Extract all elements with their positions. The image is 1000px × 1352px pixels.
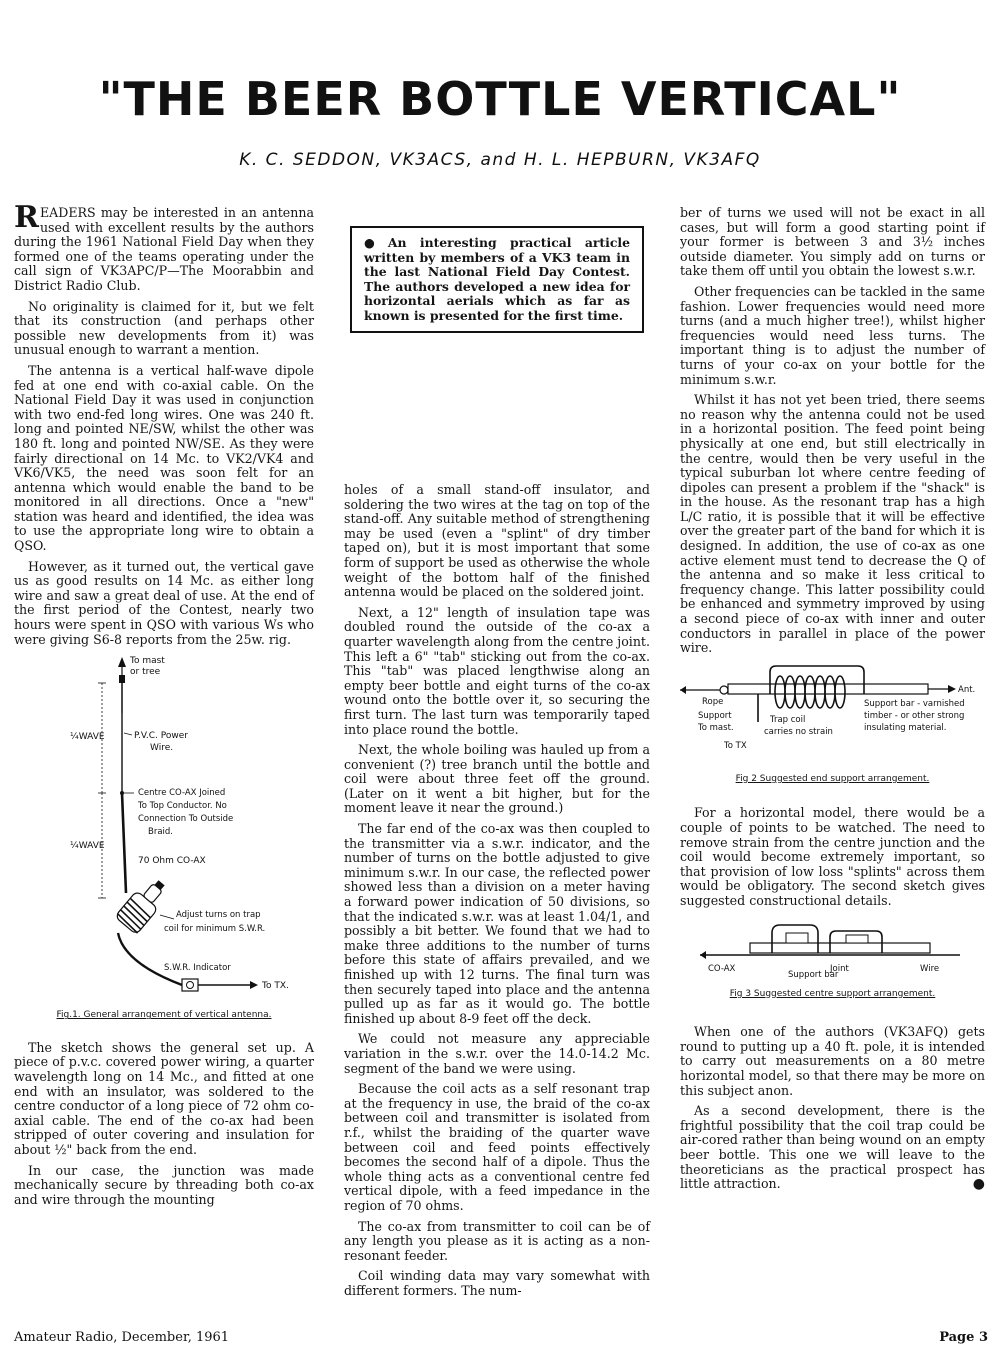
fig3-label-coax: CO-AX <box>708 963 736 974</box>
fig1-label-quarter-wave-top: ¼WAVE <box>70 732 105 743</box>
article-title: "THE BEER BOTTLE VERTICAL" <box>98 72 902 126</box>
fig2-label-bar1: Support bar - varnished <box>864 698 965 709</box>
fig3-label-joint: Joint <box>830 963 849 974</box>
paragraph-text: As a second development, there is the frightful possibility that the coil trap could be air-cored rather than being wound on an empty beer bottle. This one we will leave to the theoreticians as the practical prospect has little attraction. <box>680 1103 985 1192</box>
paragraph: No originality is claimed for it, but we felt that its construction (and perhaps other possible new developments from it) was unusual enough to warrant a mention. <box>14 298 314 358</box>
column-1 <box>14 200 314 1213</box>
fig1-label-centre2: To Top Conductor. No <box>138 801 227 812</box>
fig1-label-coax: 70 Ohm CO-AX <box>138 856 206 867</box>
fig2-label-rope: Rope <box>702 696 724 707</box>
paragraph <box>680 1104 985 1192</box>
fig2-label-support: Support <box>698 710 732 721</box>
figure-2-end-support <box>680 662 985 772</box>
fig1-label-centre4: Braid. <box>148 827 173 838</box>
fig2-label-bar3: insulating material. <box>864 722 947 733</box>
figure-1-vertical-antenna <box>14 653 314 1008</box>
fig3-label-wire: Wire <box>920 963 940 974</box>
fig1-label-tree: or tree <box>130 667 161 678</box>
paragraph: We could not measure any appreciable variation in the s.w.r. over the 14.0-14.2 Mc. segment of the band we were using. <box>344 1031 650 1076</box>
paragraph: The sketch shows the general set up. A piece of p.v.c. covered power wiring, a quarter wavelength long on 14 Mc., and fitted at one end with an insulator, was soldered to the centre conductor of a long piece of 72 ohm co-axial cable. The end of the co-ax had been stripped of outer covering and insulation for about ½" back from the end. <box>14 1039 314 1157</box>
figure-3-caption: Fig 3 Suggested centre support arrangement. <box>729 988 936 999</box>
fig1-label-centre3: Connection To Outside <box>138 814 234 825</box>
paragraph: Next, a 12" length of insulation tape was doubled round the outside of the co-ax a quarter wavelength along from the centre joint. This left a 6" "tab" sticking out from the co-ax. This "tab" was placed lengthwise along an empty beer bottle and eight turns of the co-ax wound onto the bottle over it, so securing the first turn. The last turn was temporarily taped into place round the bottle. <box>344 604 650 737</box>
figure-3-centre-support <box>680 915 985 985</box>
figure-1-caption: Fig.1. General arrangement of vertical antenna. <box>56 1010 272 1021</box>
paragraph: ber of turns we used will not be exact in all cases, but will form a good starting point if your former is between 3 and 3½ inches outside diameter. You simply add on turns or take them off until you obtain the lowest s.w.r. <box>680 205 985 279</box>
bullet-icon: ● <box>364 235 384 250</box>
paragraph: Other frequencies can be tackled in the same fashion. Lower frequencies would need more turns (and a much higher tree!), whilst higher frequencies would need less turns. The important thing is to adjust the number of turns of your co-ax on your bottle for the minimum s.w.r. <box>680 283 985 387</box>
paragraph: Because the coil acts as a self resonant trap at the frequency in use, the braid of the co-ax between coil and transmitter is isolated from r.f., whilst the braiding of the quarter wave between coil and feed points effectively becomes the second half of a dipole. Thus the whole thing acts as a conventional centre fed vertical dipole, with a feed impedance in the region of 70 ohms. <box>344 1081 650 1213</box>
paragraph: In our case, the junction was made mechanically secure by threading both co-ax and wire through the mounting <box>14 1162 314 1207</box>
fig1-label-adjust1: Adjust turns on trap <box>176 910 261 921</box>
paragraph: The antenna is a vertical half-wave dipole fed at one end with co-axial cable. On the National Field Day it was used in conjunction with two end-fed long wires. One was 240 ft. long and pointed NE/SW, whilst the other was 180 ft. long and pointed NW/SE. As they were fairly directional on 14 Mc. to VK2/VK4 and VK6/VK5, the need was soon felt for an antenna which would enable the band to be monitored in all directions. Once a "new" station was heard and identified, the idea was to use the appropriate long wire to obtain a QSO. <box>14 362 314 554</box>
paragraph: holes of a small stand-off insulator, and soldering the two wires at the tag on top of the stand-off. Any suitable method of strengthening may be used (even a "splint" of dry timber taped on), but it is most important that some form of support be used as otherwise the whole weight of the bottom half of the finished antenna would be placed on the soldered joint. <box>344 482 650 600</box>
fig1-label-swr: S.W.R. Indicator <box>164 963 231 974</box>
callout-text: An interesting practical article written by members of a VK3 team in the last National Field Day Contest. The authors developed a new idea for horizontal aerials which as far as known is presented for the first time. <box>364 235 630 323</box>
paragraph: The co-ax from transmitter to coil can be of any length you please as it is acting as a non-resonant feeder. <box>344 1218 650 1263</box>
column-2 <box>344 206 650 1304</box>
fig2-label-totx: To TX <box>724 740 747 751</box>
paragraph <box>14 200 314 294</box>
fig2-label-trap1: Trap coil <box>770 714 806 725</box>
column-3 <box>680 206 985 1198</box>
fig1-label-tx: To TX. <box>262 981 289 992</box>
fig1-label-pvc1: P.V.C. Power <box>134 731 188 742</box>
end-mark-icon: ● <box>972 1176 985 1193</box>
footer-page-number: Page 3 <box>939 1330 988 1345</box>
fig1-label-quarter-wave-bottom: ¼WAVE <box>70 841 105 852</box>
paragraph-text: EADERS may be interested in an antenna used with excellent results by the authors during the 1961 National Field Day when they formed one of the teams operating under the call sign of VK3APC/P—The Moorabbin and District Radio Club. <box>14 205 314 293</box>
fig3-label-bar: Support bar <box>788 969 839 980</box>
fig1-label-mast: To mast <box>130 656 165 667</box>
fig2-label-ant: Ant. <box>958 684 976 695</box>
paragraph: Whilst it has not yet been tried, there seems no reason why the antenna could not be used in a horizontal position. The feed point being physically at one end, but still electrically in the centre, would then be very useful in the typical suburban lot where centre feeding of dipoles can present a problem if the "shack" is in the house. As the resonant trap has a high L/C ratio, it is possible that it will be effective over the greater part of the band for which it is designed. In addition, the use of co-ax as one active element must tend to decrease the Q of the antenna and so make it less critical to frequency change. This latter possibility could be enhanced and symmetry improved by using a second piece of co-ax with inner and outer conductors in parallel in place of the power wire. <box>680 392 985 656</box>
paragraph: When one of the authors (VK3AFQ) gets round to putting up a 40 ft. pole, it is intended to carry out measurements on a 80 metre horizontal model, so that there may be more on this subject anon. <box>680 1024 985 1098</box>
fig2-label-trap2: carries no strain <box>764 726 833 737</box>
paragraph: However, as it turned out, the vertical gave us as good results on 14 Mc. as either long wire and saw a great deal of use. At the end of the first period of the Contest, nearly two hours were spent in QSO with various Ws who were giving S6-8 reports from the 25w. rig. <box>14 558 314 647</box>
figure-2-caption: Fig 2 Suggested end support arrangement. <box>735 773 930 784</box>
fig1-label-pvc2: Wire. <box>150 743 174 754</box>
fig1-label-adjust2: coil for minimum S.W.R. <box>164 924 266 935</box>
fig2-label-bar2: timber - or other strong <box>864 710 965 721</box>
footer-publication: Amateur Radio, December, 1961 <box>14 1330 230 1345</box>
editor-callout-box <box>350 226 644 333</box>
fig1-label-centre1: Centre CO-AX Joined <box>138 788 226 799</box>
paragraph: The far end of the co-ax was then coupled to the transmitter via a s.w.r. indicator, and the number of turns on the bottle adjusted to give minimum s.w.r. In our case, the reflected power showed less than a division on a meter having a forward power indication of 50 divisions, so that the indicated s.w.r. was at least 1.04/1, and possibly a bit better. We found that we had to make three additions to the number of turns before this state of affairs prevailed, and we finished up with 12 turns. The final turn was then securely taped into place and the antenna pulled up as far as it would go. The bottle finished up about 8-9 feet off the deck. <box>344 821 650 1026</box>
paragraph: Next, the whole boiling was hauled up from a convenient (?) tree branch until the bottle and coil were about three feet off the ground. (Later on it went a bit higher, but for the moment leave it near the ground.) <box>344 742 650 816</box>
drop-cap: R <box>14 200 39 235</box>
paragraph: For a horizontal model, there would be a couple of points to be watched. The need to remove strain from the centre junction and the coil would become extremely important, so that provision of low loss "splints" across them would be obligatory. The second sketch gives suggested constructional details. <box>680 805 985 908</box>
fig2-label-tomast: To mast. <box>698 722 734 733</box>
article-byline: K. C. SEDDON, VK3ACS, and H. L. HEPBURN, VK3AFQ <box>239 150 761 170</box>
paragraph: Coil winding data may vary somewhat with different formers. The num- <box>344 1268 650 1298</box>
